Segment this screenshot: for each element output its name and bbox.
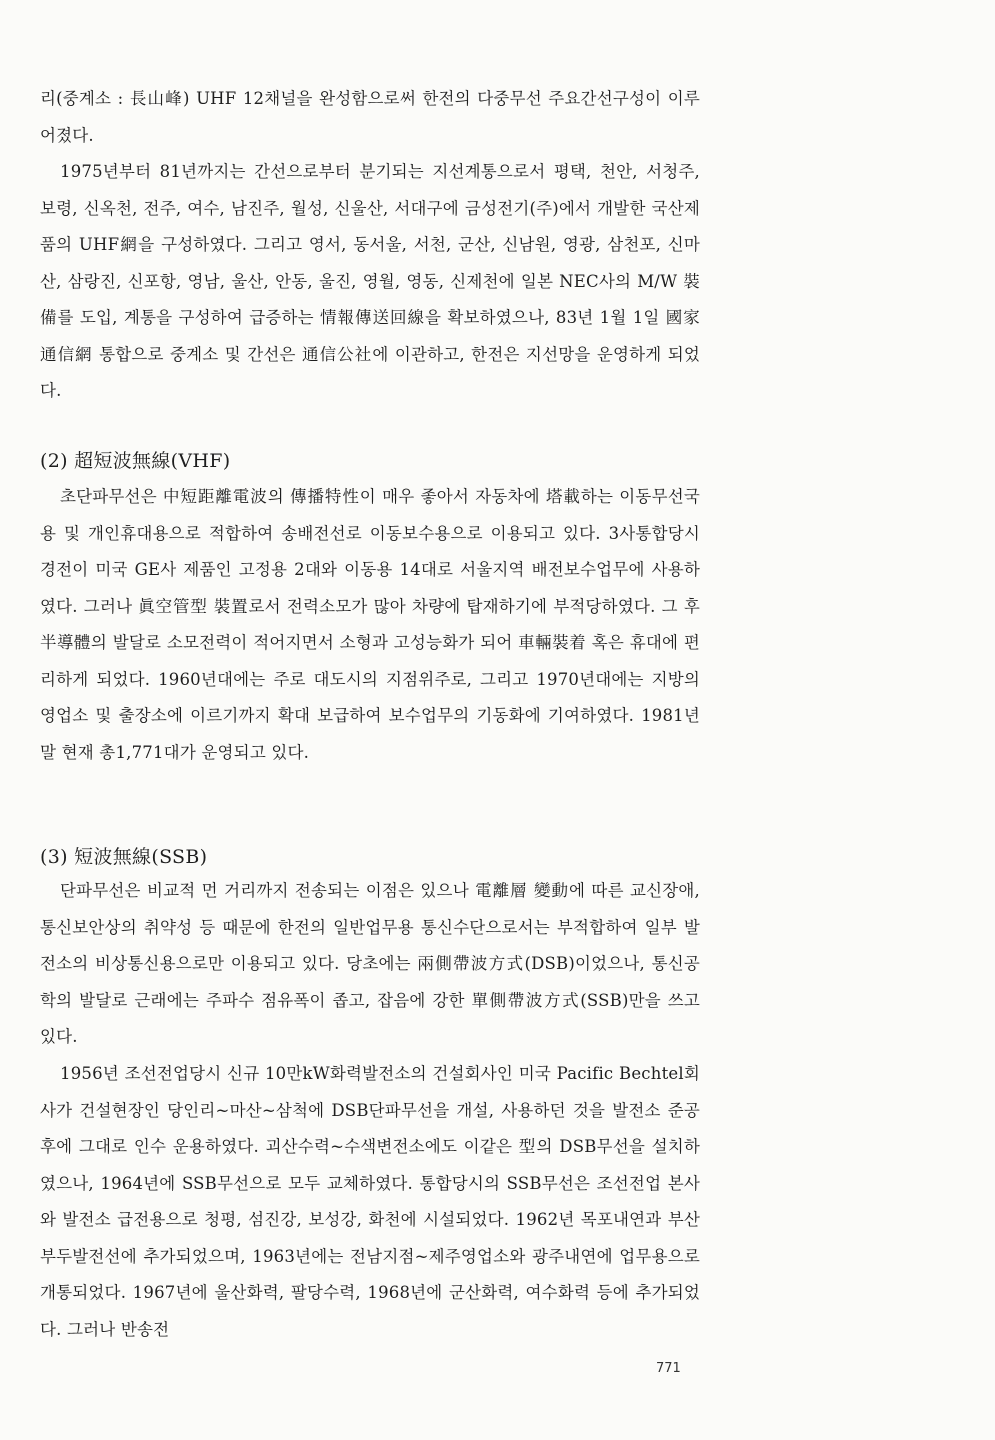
page-number: 771 [656, 1361, 681, 1376]
section-heading-vhf: (2) 超短波無線(VHF) [40, 450, 231, 472]
ssb-history-paragraph: 1956년 조선전업당시 신규 10만kW화력발전소의 건설회사인 미국 Pacific Bechtel회사가 건설현장인 당인리~마산~삼척에 DSB단파무선을 개설, 사용하던 것을 발전소 준공후에 그대로 인수 운용하였다. 괴산수력~수색변전소에도 이같은 型의 DSB무선을 설치하였으나, 1964년에 SSB무선으로 모두 교체하였다. 통합당시의 SSB무선은 조선전업 본사와 발전소 급전용으로 청평, 섬진강, 보성강, 화천에 시설되었다. 1962년 목포내연과 부산부두발전선에 추가되었으며, 1963년에는 전남지점~제주영업소와 광주내연에 업무용으로 개통되었다. 1967년에 울산화력, 팔당수력, 1968년에 군산화력, 여수화력 등에 추가되었다. 그러나 반송전 [40, 1064, 700, 1339]
uhf-network-paragraph: 1975년부터 81년까지는 간선으로부터 분기되는 지선계통으로서 평택, 천안, 서청주, 보령, 신옥천, 전주, 여수, 남진주, 월성, 신울산, 서대구에 금성전기(주)에서 개발한 국산제품의 UHF網을 구성하였다. 그리고 영서, 동서울, 서천, 군산, 신남원, 영광, 삼천포, 신마산, 삼랑진, 신포항, 영남, 울산, 안동, 울진, 영월, 영동, 신제천에 일본 NEC사의 M/W 裝備를 도입, 계통을 구성하여 급증하는 情報傳送回線을 확보하였으나, 83년 1월 1일 國家通信網 통합으로 중계소 및 간선은 通信公社에 이관하고, 한전은 지선망을 운영하게 되었다. [40, 162, 700, 400]
section-heading-ssb: (3) 短波無線(SSB) [40, 846, 208, 868]
vhf-paragraph: 초단파무선은 中短距離電波의 傳播特性이 매우 좋아서 자동차에 塔載하는 이동무선국용 및 개인휴대용으로 적합하여 송배전선로 이동보수용으로 이용되고 있다. 3사통합당시 경전이 미국 GE사 제품인 고정용 2대와 이동용 14대로 서울지역 배전보수업무에 사용하였다. 그러나 眞空管型 裝置로서 전력소모가 많아 차량에 탑재하기에 부적당하였다. 그 후 半導體의 발달로 소모전력이 적어지면서 소형과 고성능화가 되어 車輛裝着 혹은 휴대에 편리하게 되었다. 1960년대에는 주로 대도시의 지점위주로, 그리고 1970년대에는 지방의 영업소 및 출장소에 이르기까지 확대 보급하여 보수업무의 기동화에 기여하였다. 1981년말 현재 총1,771대가 운영되고 있다. [40, 487, 700, 762]
ssb-intro-paragraph: 단파무선은 비교적 먼 거리까지 전송되는 이점은 있으나 電離層 變動에 따른 교신장애, 통신보안상의 취약성 등 때문에 한전의 일반업무용 통신수단으로서는 부적합하여 일부 발전소의 비상통신용으로만 이용되고 있다. 당초에는 兩側帶波方式(DSB)이었으나, 통신공학의 발달로 근래에는 주파수 점유폭이 좁고, 잡음에 강한 單側帶波方式(SSB)만을 쓰고 있다. [40, 881, 700, 1046]
continuation-paragraph: 리(중계소 : 長山峰) UHF 12채널을 완성함으로써 한전의 다중무선 주요간선구성이 이루어졌다. [40, 89, 700, 145]
